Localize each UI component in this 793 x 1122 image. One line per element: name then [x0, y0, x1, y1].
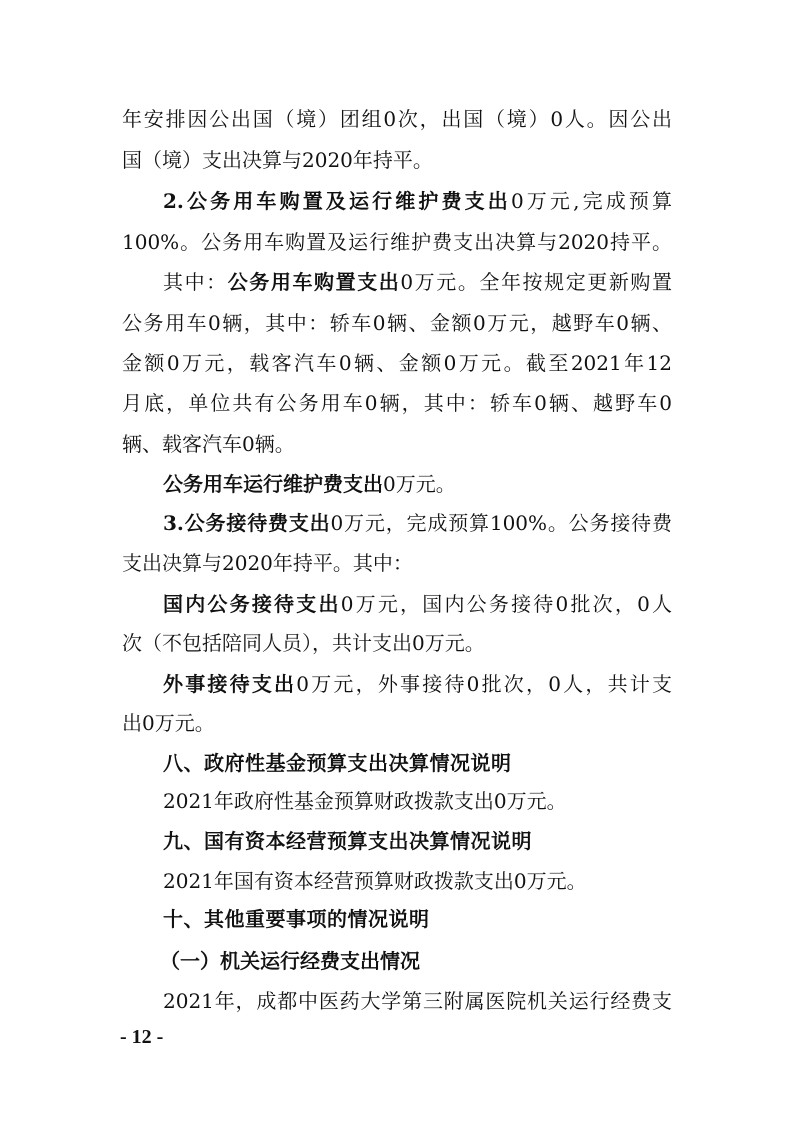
body-line [122, 429, 672, 459]
section-item-foreign-reception [163, 669, 672, 699]
body-line [163, 786, 672, 816]
line-text: 0万元。 [383, 472, 456, 496]
line-text: 月底，单位共有公务用车0辆，其中：轿车0辆、越野车0 [122, 391, 672, 415]
body-line [122, 708, 672, 738]
bold-lead: 公务用车购置支出 [227, 270, 401, 294]
body-line [122, 348, 672, 378]
bold-lead: 3.公务接待费支出 [163, 511, 331, 535]
section-heading-10 [163, 904, 672, 934]
line-text: 0万元，国内公务接待0批次，0人 [340, 592, 672, 616]
bold-lead: 国内公务接待支出 [163, 592, 341, 616]
section-heading-8 [163, 748, 672, 778]
line-text: 0万元。全年按规定更新购置 [400, 270, 673, 294]
line-prefix: 其中： [163, 270, 228, 294]
body-line [122, 548, 672, 578]
line-text: 次（不包括陪同人员），共计支出0万元。 [122, 631, 485, 655]
line-text: 辆、载客汽车0辆。 [122, 432, 295, 456]
section-heading-9 [163, 826, 672, 856]
line-text: 金额0万元，载客汽车0辆、金额0万元。截至2021年12 [122, 351, 672, 375]
heading-text: 十、其他重要事项的情况说明 [163, 907, 430, 931]
page-number: - 12 - [120, 1026, 164, 1048]
body-line [122, 308, 672, 338]
line-text: 国（境）支出决算与2020年持平。 [122, 148, 433, 172]
line-text: 2021年政府性基金预算财政拨款支出0万元。 [163, 789, 567, 813]
subsection-heading-1 [160, 946, 669, 976]
bold-lead: 外事接待支出 [163, 672, 297, 696]
body-line [122, 628, 672, 658]
section-item-reception-expense [163, 508, 672, 538]
line-text: 出0万元。 [122, 711, 215, 735]
section-item-domestic-reception [163, 589, 672, 619]
bold-lead: 2.公务用车购置及运行维护费支出 [163, 189, 511, 213]
bold-lead: 公务用车运行维护费支出 [163, 472, 383, 496]
body-line [122, 227, 672, 257]
line-text: 支出决算与2020年持平。其中： [122, 551, 413, 575]
line-text: 0万元，完成预算100%。公务接待费 [330, 511, 672, 535]
line-text: 2021年国有资本经营预算财政拨款支出0万元。 [163, 869, 587, 893]
body-line [122, 388, 672, 418]
section-item-vehicle-expense [163, 186, 672, 216]
body-line [163, 986, 672, 1016]
line-text: 2021年，成都中医药大学第三附属医院机关运行经费支 [163, 989, 672, 1013]
heading-text: 八、政府性基金预算支出决算情况说明 [163, 751, 512, 775]
body-line [163, 866, 672, 896]
body-line [122, 104, 672, 134]
subheading-text: （一）机关运行经费支出情况 [160, 949, 420, 973]
line-text: 年安排因公出国（境）团组0次，出国（境）0人。因公出 [122, 107, 672, 131]
heading-text: 九、国有资本经营预算支出决算情况说明 [163, 829, 532, 853]
section-item-vehicle-maintenance [163, 469, 672, 499]
section-item-vehicle-purchase [163, 267, 672, 297]
body-line [122, 145, 672, 175]
line-text: 0万元，外事接待0批次，0人，共计支 [296, 672, 672, 696]
line-text: 100%。公务用车购置及运行维护费支出决算与2020持平。 [122, 230, 672, 254]
line-text: 0万元,完成预算 [510, 189, 672, 213]
line-text: 公务用车0辆，其中：轿车0辆、金额0万元，越野车0辆、 [122, 311, 672, 335]
